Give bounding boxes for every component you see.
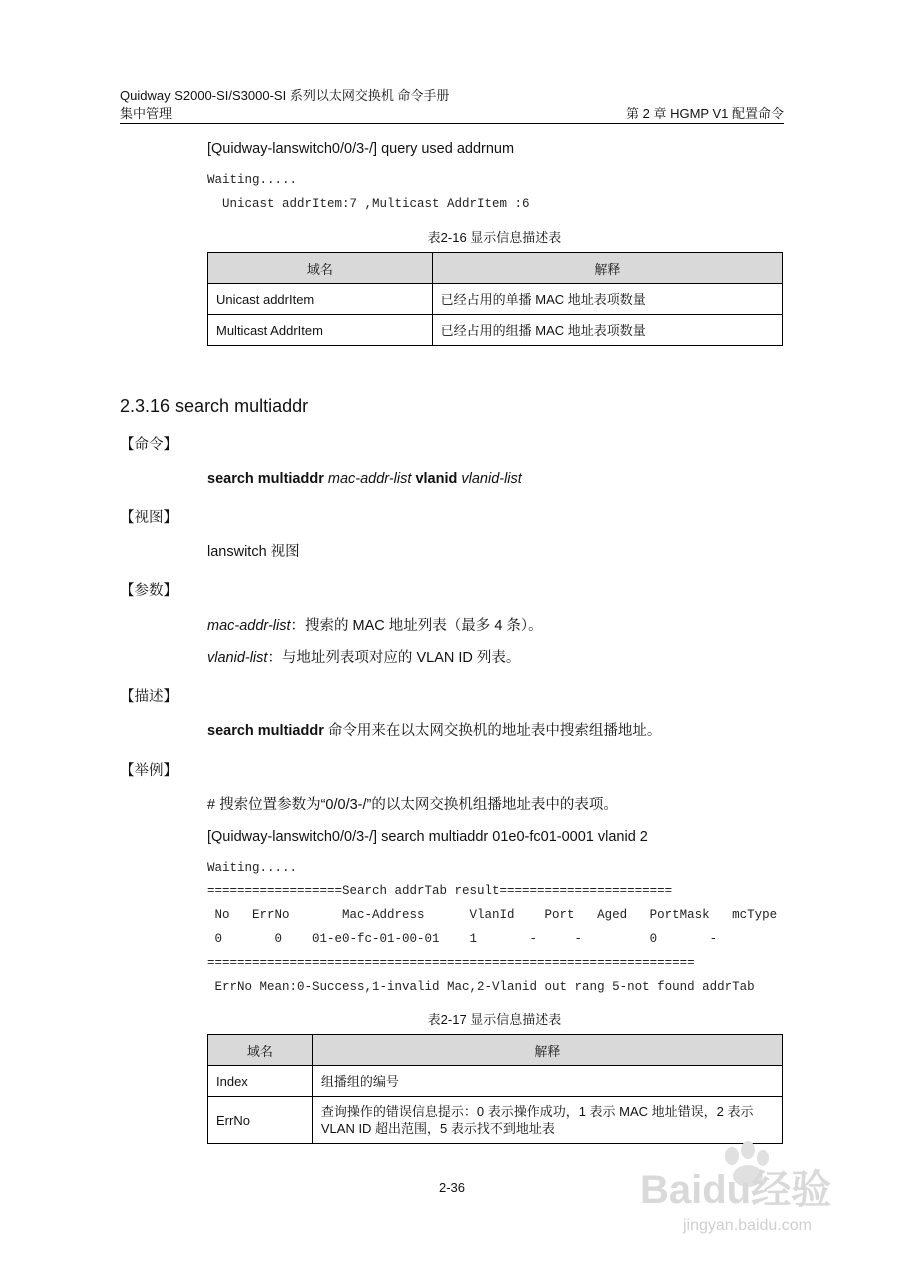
output-line: ErrNo Mean:0-Success,1-invalid Mac,2-Vlanid out rang 5-not found addrTab	[207, 980, 755, 994]
output-line: 0 0 01-e0-fc-01-00-01 1 - - 0 -	[207, 932, 718, 946]
watermark-url: jingyan.baidu.com	[683, 1217, 812, 1234]
command-param: mac-addr-list	[327, 471, 412, 487]
command-param: vlanid-list	[461, 471, 522, 487]
info-table-1	[207, 252, 783, 346]
command-label: 【命令】	[120, 437, 178, 453]
view-text: lanswitch 视图	[207, 544, 300, 560]
command-keyword: search multiaddr	[207, 471, 324, 487]
command-syntax	[207, 470, 522, 488]
table-cell: 查询操作的错误信息提示：0 表示操作成功，1 表示 MAC 地址错误，2 表示 VLAN ID 超出范围，5 表示找不到地址表	[312, 1097, 782, 1144]
manual-title: Quidway S2000-SI/S3000-SI 系列以太网交换机 命令手册	[120, 88, 450, 103]
param-item	[207, 649, 520, 667]
table-cell: 已经占用的单播 MAC 地址表项数量	[432, 284, 782, 315]
table-cell: Unicast addrItem	[208, 284, 433, 315]
table-caption: 表2-17 显示信息描述表	[427, 1012, 562, 1027]
example-comment: # 搜索位置参数为“0/0/3-/”的以太网交换机组播地址表中的表项。	[207, 797, 618, 813]
desc-label: 【描述】	[120, 689, 178, 705]
section-name-left: 集中管理	[120, 106, 173, 121]
table-header-row	[208, 1035, 783, 1066]
view-label: 【视图】	[120, 510, 178, 526]
watermark-logo: Baidu经验	[640, 1168, 832, 1212]
output-line: Unicast addrItem:7 ,Multicast AddrItem :6	[207, 197, 530, 211]
header-cell: 解释	[312, 1035, 782, 1066]
table-cell: 已经占用的组播 MAC 地址表项数量	[432, 315, 782, 346]
chapter-title-right: 第 2 章 HGMP V1 配置命令	[626, 106, 784, 121]
example-command: [Quidway-lanswitch0/0/3-/] search multiaddr 01e0-fc01-0001 vlanid 2	[207, 829, 648, 845]
table-cell: Index	[208, 1066, 313, 1097]
param-desc: ：与地址列表项对应的 VLAN ID 列表。	[267, 650, 521, 666]
page-number: 2-36	[438, 1180, 466, 1195]
output-line: =================================================================	[207, 956, 695, 970]
param-name: vlanid-list	[207, 650, 268, 666]
output-line: No ErrNo Mac-Address VlanId Port Aged PortMask mcType	[207, 908, 778, 922]
param-desc: ：搜索的 MAC 地址列表（最多 4 条）。	[290, 618, 543, 634]
params-label: 【参数】	[120, 583, 178, 599]
table-row	[208, 1066, 783, 1097]
output-line: Waiting.....	[207, 861, 298, 875]
param-name: mac-addr-list	[207, 618, 291, 634]
header-cell: 解释	[432, 253, 782, 284]
table-cell: ErrNo	[208, 1097, 313, 1144]
output-line: ==================Search addrTab result=======================	[207, 884, 673, 898]
table-caption: 表2-16 显示信息描述表	[427, 230, 562, 245]
table-cell: Multicast AddrItem	[208, 315, 433, 346]
example-label: 【举例】	[120, 763, 178, 779]
header-rule	[120, 123, 784, 124]
query-command: [Quidway-lanswitch0/0/3-/] query used addrnum	[207, 141, 515, 157]
header-cell: 域名	[208, 253, 433, 284]
table-row	[208, 315, 783, 346]
table-row	[208, 1097, 783, 1144]
desc-keyword: search multiaddr	[207, 723, 324, 739]
output-line: Waiting.....	[207, 173, 298, 187]
header-cell: 域名	[208, 1035, 313, 1066]
table-header-row	[208, 253, 783, 284]
description-text	[207, 722, 661, 740]
info-table-2	[207, 1034, 783, 1144]
table-row	[208, 284, 783, 315]
command-keyword: vlanid	[415, 471, 458, 487]
param-item	[207, 617, 543, 635]
table-cell: 组播组的编号	[312, 1066, 782, 1097]
desc-rest: 命令用来在以太网交换机的地址表中搜索组播地址。	[323, 723, 662, 739]
section-heading: 2.3.16 search multiaddr	[120, 396, 309, 416]
